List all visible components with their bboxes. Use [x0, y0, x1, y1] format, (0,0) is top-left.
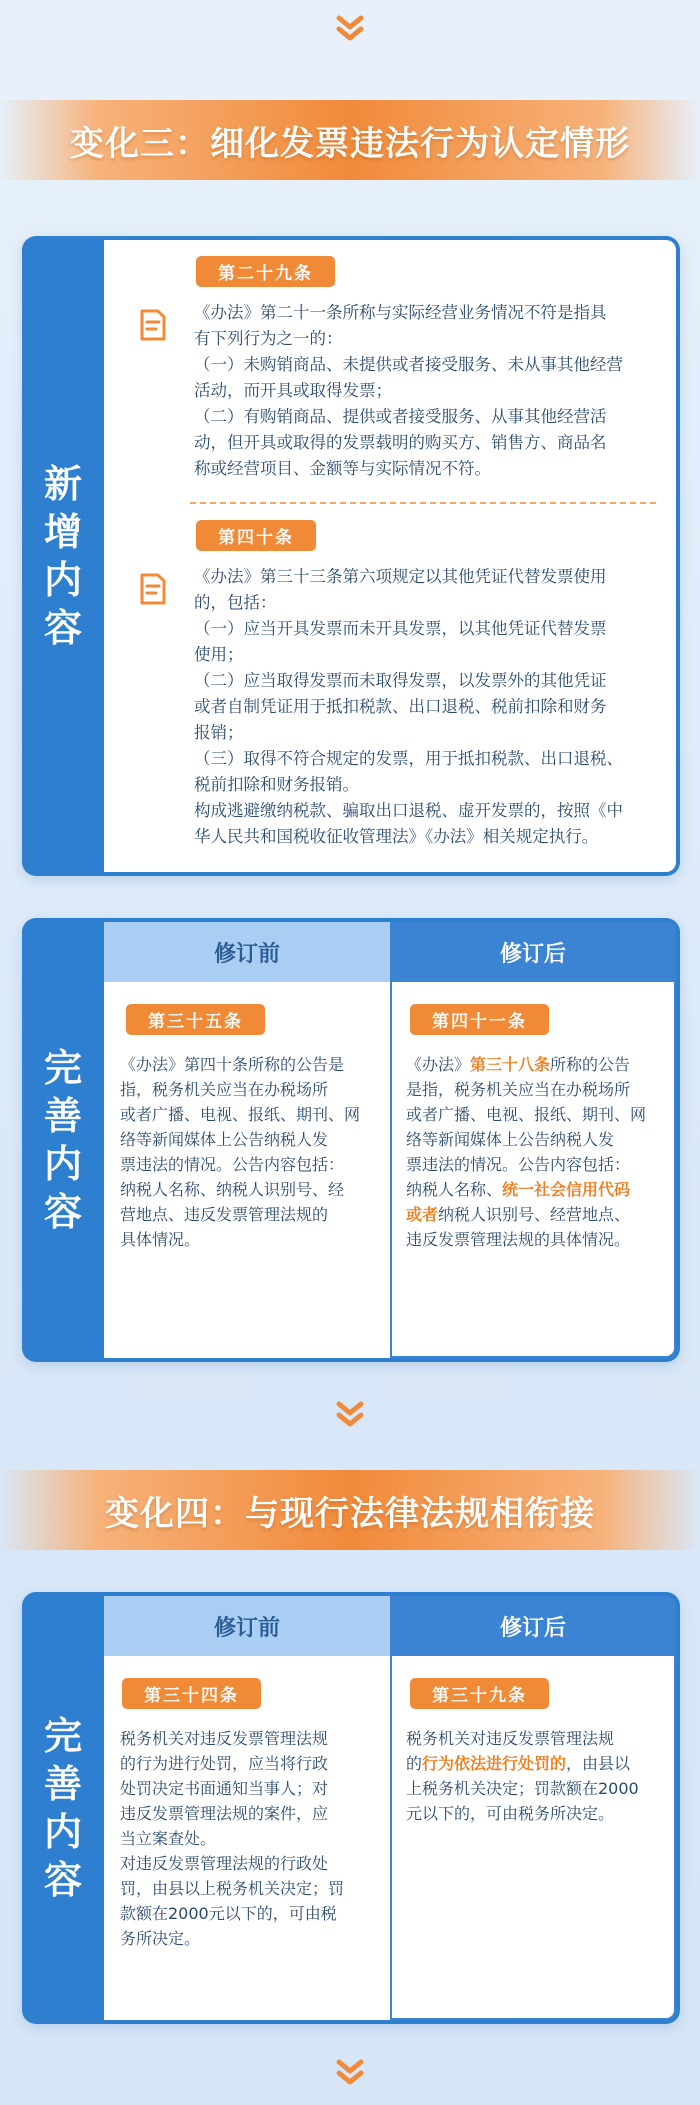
side-label-improve: 完 善 内 容: [43, 1714, 82, 1902]
section-title: 变化三：细化发票违法行为认定情形: [70, 123, 630, 164]
column-before: [104, 1656, 390, 2020]
highlight-text: 第三十八条: [470, 1055, 551, 1074]
section-banner-change3: [0, 100, 700, 180]
improve-content-card-change3: [22, 918, 680, 1362]
new-content-card: [22, 236, 680, 876]
chevron-down-icon: [333, 1400, 367, 1430]
side-label-improve: 完 善 内 容: [43, 1046, 82, 1234]
compare-body: [104, 922, 676, 1358]
highlight-text: 统一社会信用代码: [502, 1180, 631, 1199]
highlight-text: 或者: [406, 1205, 439, 1224]
section-banner-change4: [0, 1470, 700, 1550]
article-29-text: 《办法》第二十一条所称与实际经营业务情况不符是指具 有下列行为之一的： （一）未购销商品、未提供或者接受服务、未从事其他经营 活动，而开具或取得发票； （二）有购销商品、提供或者接受服务、从事其他经营活 动，但开具或取得的发票载明的购买方、销售方、商品名 称或经营项目、金额等与实际情况不符。: [194, 303, 623, 478]
document-icon: [138, 572, 168, 606]
column-head-before: 修订前: [104, 922, 390, 982]
column-before: [104, 982, 390, 1358]
before-text: 《办法》第四十条所称的公告是 指，税务机关应当在办税场所 或者广播、电视、报纸、期刊、网 络等新闻媒体上公告纳税人发 票违法的情况。公告内容包括： 纳税人名称、纳税人识别号、经 营地点、违反发票管理法规的 具体情况。: [120, 1055, 361, 1249]
highlight-text: 行为依法进行处罚的: [422, 1754, 567, 1773]
document-icon: [138, 308, 168, 342]
chevron-down-icon: [333, 14, 367, 44]
article-tag: 第四十条: [196, 520, 316, 551]
article-tag: 第四十一条: [410, 1004, 549, 1035]
article-tag: 第二十九条: [196, 256, 335, 287]
article-tag: 第三十五条: [126, 1004, 265, 1035]
article-40-text: 《办法》第三十三条第六项规定以其他凭证代替发票使用 的，包括： （一）应当开具发票而未开具发票，以其他凭证代替发票 使用； （二）应当取得发票而未取得发票，以发票外的其他凭证 或者自制凭证用于抵扣税款、出口退税、税前扣除和财务 报销； （三）取得不符合规定的发票，用于抵扣税款、出口退税、 税前扣除和财务报销。 构成逃避缴纳税款、骗取出口退税、虚开发票的，按照《中 华人民共和国税收征收管理法》《办法》相关规定执行。: [194, 567, 623, 846]
after-text: 税务机关对违反发票管理法规 的行为依法进行处罚的，由县以 上税务机关决定；罚款额在2000 元以下的，可由税务所决定。: [406, 1729, 639, 1823]
after-text: 《办法》第三十八条所称的公告 是指，税务机关应当在办税场所 或者广播、电视、报纸、期刊、网 络等新闻媒体上公告纳税人发 票违法的情况。公告内容包括： 纳税人名称、统一社会信用代码 或者纳税人识别号、经营地点、 违反发票管理法规的具体情况。: [406, 1055, 647, 1249]
dashed-divider: [190, 502, 656, 504]
column-after: [390, 982, 676, 1358]
column-head-before: 修订前: [104, 1596, 390, 1656]
column-head-after: 修订后: [390, 1596, 676, 1656]
compare-body: [104, 1596, 676, 2020]
article-tag: 第三十九条: [410, 1678, 549, 1709]
column-after: [390, 1656, 676, 2020]
section-title: 变化四：与现行法律法规相衔接: [105, 1493, 595, 1534]
article-tag: 第三十四条: [122, 1678, 261, 1709]
new-content-body: [104, 240, 676, 872]
before-text: 税务机关对违反发票管理法规 的行为进行处罚，应当将行政 处罚决定书面通知当事人；对 违反发票管理法规的案件，应 当立案查处。 对违反发票管理法规的行政处 罚，由县以上税务机关决定；罚 款额在2000元以下的，可由税 务所决定。: [120, 1729, 345, 1948]
chevron-down-icon: [333, 2058, 367, 2088]
column-head-after: 修订后: [390, 922, 676, 982]
improve-content-card-change4: [22, 1592, 680, 2024]
side-label-new: 新 增 内 容: [43, 462, 82, 650]
